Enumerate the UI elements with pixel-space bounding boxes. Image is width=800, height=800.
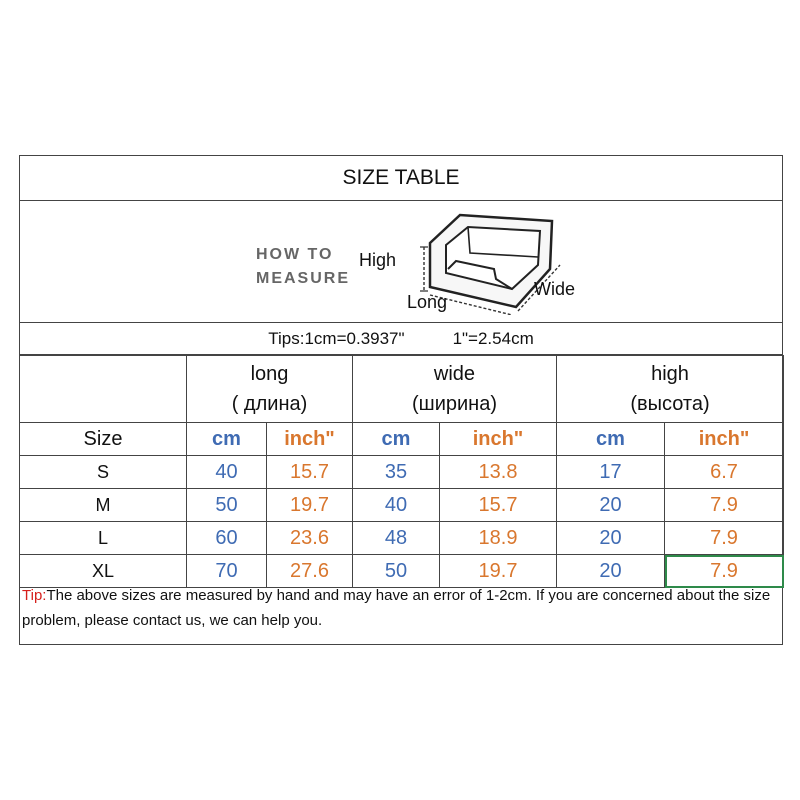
header-blank-cell: [20, 356, 187, 423]
value-cell: 19.7: [440, 555, 557, 588]
size-table: [19, 155, 783, 645]
value-cell: 15.7: [267, 456, 353, 489]
tips-inch-to-cm: 1"=2.54cm: [452, 328, 534, 348]
tips-cm-to-inch: Tips:1cm=0.3937": [268, 328, 405, 348]
value-cell: 13.8: [440, 456, 557, 489]
header-long-sub: ( длина): [231, 393, 308, 415]
how-to-line1: HOW TO: [256, 246, 334, 263]
value-cell: 7.9: [665, 522, 784, 555]
value-cell: 17: [557, 456, 665, 489]
long-label: Long: [407, 292, 448, 312]
value-cell: 27.6: [267, 555, 353, 588]
header-high: [557, 356, 784, 423]
how-to-measure-section: [20, 201, 782, 323]
value-cell: 19.7: [267, 489, 353, 522]
table-row: [20, 522, 784, 555]
unit-inch-wide: inch": [440, 423, 557, 456]
value-cell: 6.7: [665, 456, 784, 489]
header-high-name: high: [651, 363, 689, 385]
size-cell: L: [20, 522, 187, 555]
title-row: [20, 156, 782, 201]
header-wide: [353, 356, 557, 423]
value-cell: 20: [557, 522, 665, 555]
value-cell: 7.9: [665, 489, 784, 522]
value-cell: 15.7: [440, 489, 557, 522]
table-row: [20, 489, 784, 522]
unit-inch-long: inch": [267, 423, 353, 456]
unit-inch-high: inch": [665, 423, 784, 456]
header-long: [187, 356, 353, 423]
value-cell: 23.6: [267, 522, 353, 555]
size-header: Size: [20, 423, 187, 456]
size-grid: [19, 355, 784, 588]
unit-cm-wide: cm: [353, 423, 440, 456]
selected-value-cell[interactable]: 7.9: [665, 555, 784, 588]
header-long-name: long: [250, 363, 289, 385]
header-wide-name: wide: [433, 363, 476, 385]
high-label: High: [359, 250, 397, 270]
table-row: [20, 456, 784, 489]
value-cell: 60: [187, 522, 267, 555]
value-cell: 20: [557, 489, 665, 522]
unit-header-row: [20, 423, 784, 456]
value-cell: 50: [187, 489, 267, 522]
value-cell: 20: [557, 555, 665, 588]
table-title: SIZE TABLE: [342, 166, 460, 189]
value-cell: 35: [353, 456, 440, 489]
column-group-header-row: [20, 356, 784, 423]
value-cell: 18.9: [440, 522, 557, 555]
conversion-tips-row: [20, 323, 782, 355]
wide-label: Wide: [534, 279, 576, 299]
value-cell: 50: [353, 555, 440, 588]
value-cell: 70: [187, 555, 267, 588]
value-cell: 48: [353, 522, 440, 555]
unit-cm-high: cm: [557, 423, 665, 456]
note-text: The above sizes are measured by hand and may have an error of 1-2cm. If you are concerned about the size problem, please contact us, we can help you.: [22, 587, 771, 629]
header-high-sub: (высота): [630, 393, 710, 415]
value-cell: 40: [353, 489, 440, 522]
how-to-measure-label: [256, 243, 350, 291]
header-wide-sub: (ширина): [412, 393, 497, 415]
size-cell: XL: [20, 555, 187, 588]
measurement-note: [20, 579, 782, 633]
unit-cm-long: cm: [187, 423, 267, 456]
size-cell: S: [20, 456, 187, 489]
size-cell: M: [20, 489, 187, 522]
value-cell: 40: [187, 456, 267, 489]
note-tip-prefix: Tip:: [22, 587, 47, 604]
how-to-line2: MEASURE: [256, 270, 351, 287]
